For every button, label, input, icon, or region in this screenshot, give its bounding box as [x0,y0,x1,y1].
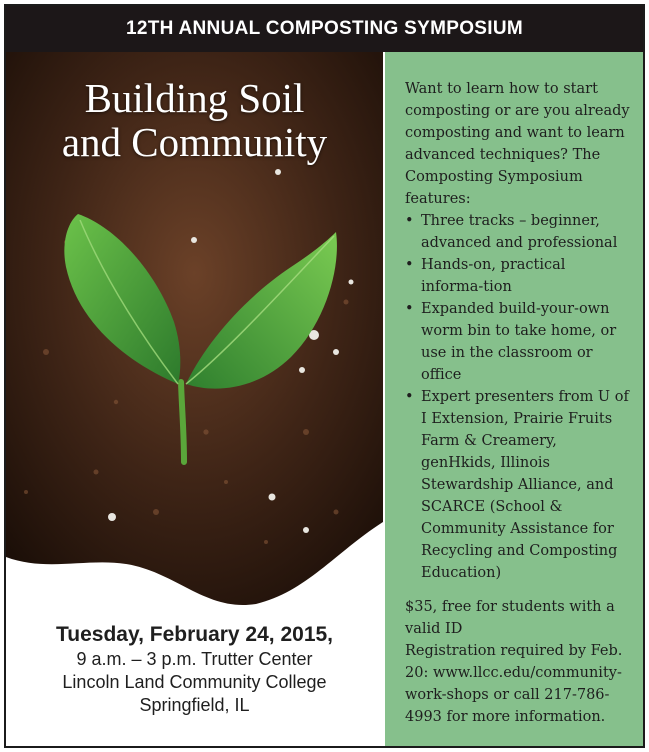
feature-item: • Expert presenters from U of I Extension, Prairie Fruits Farm & Creamery, genHkids, Illinois Stewardship Alliance, and SCARCE (School & Community Assistance for Recycling and Composting Education) [405,386,631,584]
info-panel [383,52,645,748]
event-date: Tuesday, February 24, 2015, [55,623,334,646]
feature-item: • Hands-on, practical informa-tion [405,254,631,298]
headline-line1: Building Soil [84,75,305,121]
event-details [6,622,383,717]
feature-list [405,210,631,584]
feature-item: • Three tracks – beginner, advanced and professional [405,210,631,254]
banner [6,6,643,52]
registration-text: Registration required by Feb. 20: www.llcc.edu/community-work-shops or call 217-786-4993 for more information. [405,643,623,725]
price-text: $35, free for students with a valid ID [405,599,615,637]
event-time-place: 9 a.m. – 3 p.m. Trutter Center [76,649,313,669]
flyer [4,4,645,748]
banner-title: 12TH ANNUAL COMPOSTING SYMPOSIUM [125,18,524,39]
registration-block [405,596,635,728]
headline-line2: and Community [61,119,328,165]
headline [6,76,383,164]
event-college: Lincoln Land Community College [62,672,327,692]
info-intro: Want to learn how to start composting or are you already composting and want to learn advanced techniques? The Composting Symposium features: [405,81,630,207]
photo-panel [6,52,383,748]
feature-item: • Expanded build-your-own worm bin to take home, or use in the classroom or office [405,298,631,386]
event-city: Springfield, IL [139,695,250,715]
